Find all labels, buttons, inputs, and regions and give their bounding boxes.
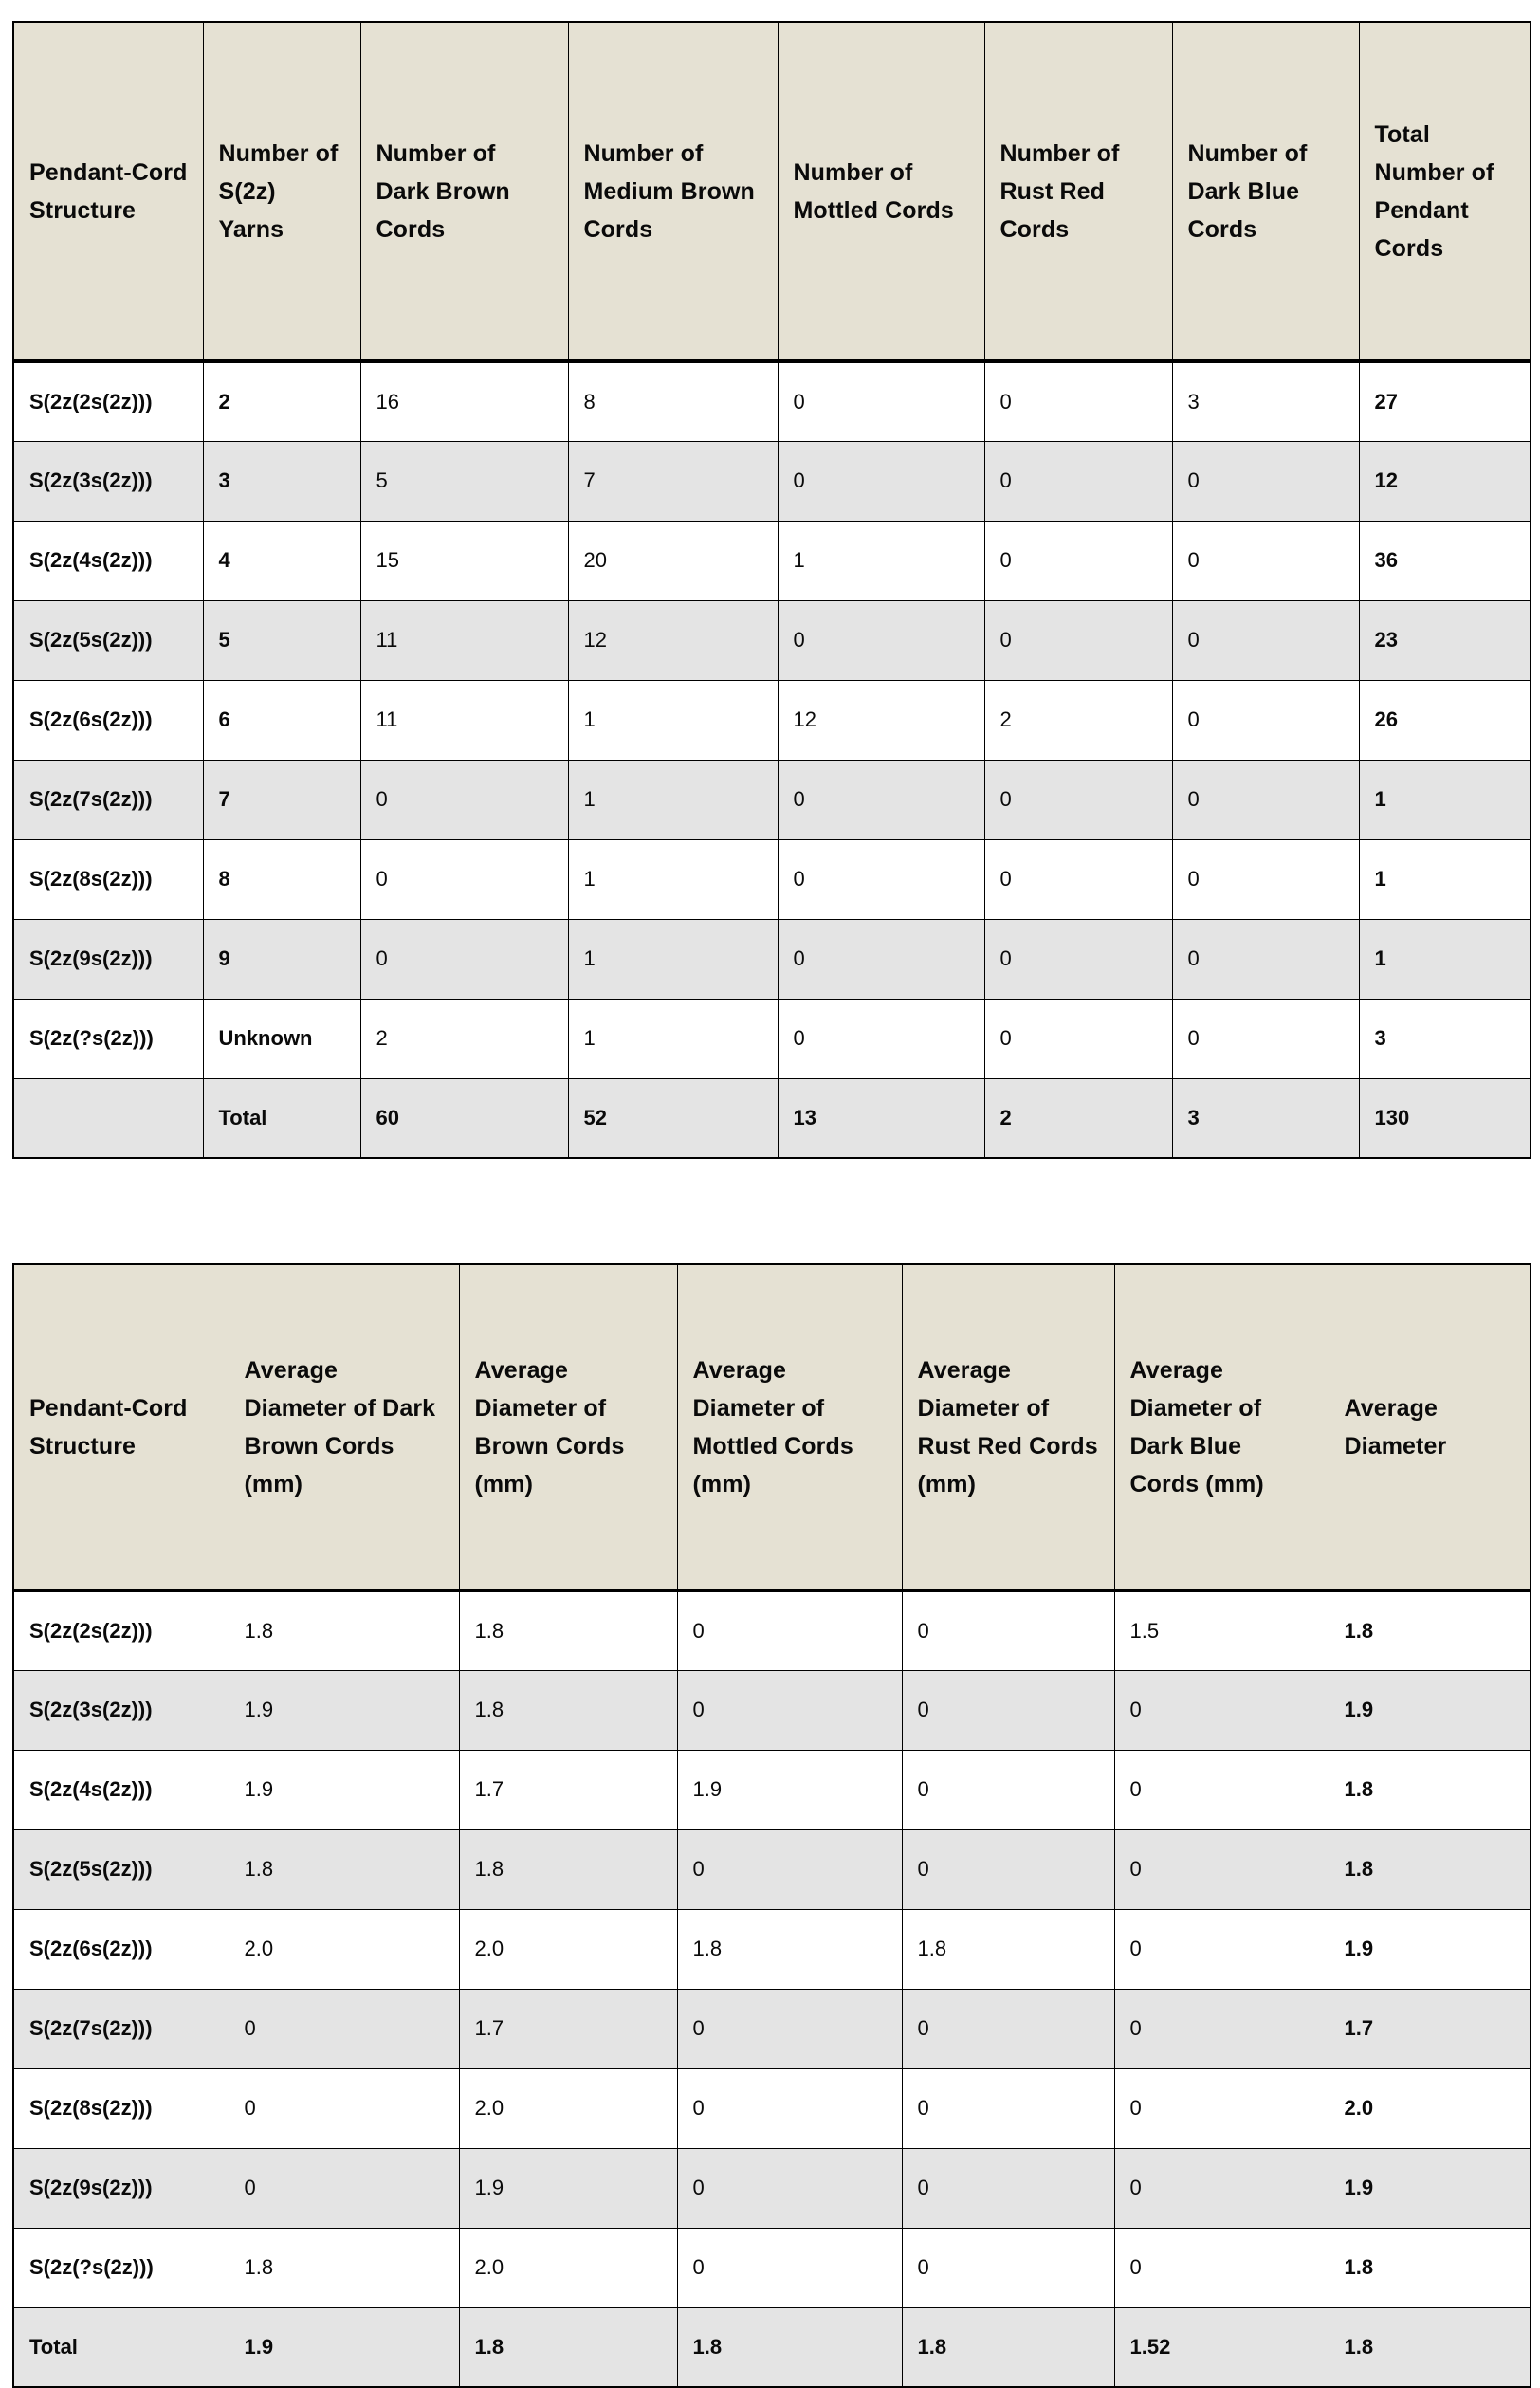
table-cell: S(2z(5s(2z))) [13, 600, 203, 680]
table-cell: 0 [984, 441, 1172, 521]
table-cell: 1.8 [459, 1829, 677, 1909]
table-cell: 0 [1114, 1670, 1329, 1750]
table-row [13, 600, 1531, 680]
table-row [13, 361, 1531, 441]
table-cell: 1.52 [1114, 2307, 1329, 2387]
table-cell: 11 [360, 680, 568, 760]
table-cell: 1.8 [1329, 2228, 1531, 2307]
table-cell: 0 [778, 999, 984, 1078]
table-cell: 0 [902, 1590, 1114, 1670]
header-row [13, 22, 1531, 361]
table-cell: 0 [677, 1590, 902, 1670]
column-header: Pendant-Cord Structure [13, 22, 203, 361]
table-cell: 0 [778, 441, 984, 521]
table-cell: 4 [203, 521, 360, 600]
column-header: Total Number of Pendant Cords [1359, 22, 1531, 361]
table-cell: 0 [677, 1829, 902, 1909]
table-cell: S(2z(7s(2z))) [13, 760, 203, 839]
table-cell: 0 [677, 2228, 902, 2307]
table-cell: 1.8 [229, 1829, 459, 1909]
table-cell: 1.5 [1114, 1590, 1329, 1670]
pendant-cord-count-table [12, 21, 1531, 1159]
table-cell: 1.8 [677, 2307, 902, 2387]
table-cell: 3 [1359, 999, 1531, 1078]
table-row [13, 1909, 1531, 1989]
table-cell: 1.9 [229, 1750, 459, 1829]
table-cell: 0 [778, 919, 984, 999]
table-cell: 2.0 [459, 2068, 677, 2148]
table-cell: 0 [360, 839, 568, 919]
table-cell: 27 [1359, 361, 1531, 441]
table-cell: 0 [1172, 839, 1359, 919]
table-row [13, 1989, 1531, 2068]
table-cell: 0 [778, 361, 984, 441]
column-header: Number of Dark Brown Cords [360, 22, 568, 361]
table-cell: S(2z(8s(2z))) [13, 839, 203, 919]
table-row [13, 1829, 1531, 1909]
table-row [13, 2228, 1531, 2307]
table-cell: 0 [677, 2148, 902, 2228]
header-row [13, 1264, 1531, 1590]
table-cell: 1 [568, 999, 778, 1078]
table-cell: 2.0 [459, 2228, 677, 2307]
table-cell: 16 [360, 361, 568, 441]
table-cell: Total [203, 1078, 360, 1158]
table-row [13, 1750, 1531, 1829]
table-cell: 0 [778, 600, 984, 680]
table-cell: 7 [568, 441, 778, 521]
table-cell: 0 [778, 760, 984, 839]
table-cell: S(2z(3s(2z))) [13, 441, 203, 521]
table-cell: S(2z(2s(2z))) [13, 361, 203, 441]
table-cell: 0 [1114, 1750, 1329, 1829]
table-cell: 11 [360, 600, 568, 680]
column-header: Average Diameter of Dark Brown Cords (mm) [229, 1264, 459, 1590]
table-cell: 1.9 [1329, 2148, 1531, 2228]
table-cell: 0 [902, 1670, 1114, 1750]
table-cell: 2 [360, 999, 568, 1078]
table-cell: 8 [568, 361, 778, 441]
table-cell: 1 [568, 919, 778, 999]
table-cell: Total [13, 2307, 229, 2387]
table-cell: 0 [1114, 2228, 1329, 2307]
table-row [13, 441, 1531, 521]
table-cell: 0 [1114, 1989, 1329, 2068]
table-cell: 2.0 [459, 1909, 677, 1989]
table-cell: 0 [1172, 600, 1359, 680]
table-cell: 0 [984, 521, 1172, 600]
table-cell: 52 [568, 1078, 778, 1158]
table-cell: 1.8 [902, 2307, 1114, 2387]
table-cell: 1.9 [229, 1670, 459, 1750]
table-cell: 7 [203, 760, 360, 839]
table-row [13, 2068, 1531, 2148]
table-cell: 0 [984, 919, 1172, 999]
table-row [13, 919, 1531, 999]
table-cell: 1 [1359, 839, 1531, 919]
table-cell: 60 [360, 1078, 568, 1158]
table-cell: 0 [229, 1989, 459, 2068]
table-cell: 1.8 [1329, 2307, 1531, 2387]
table-cell: 8 [203, 839, 360, 919]
table-cell: 1.7 [459, 1750, 677, 1829]
table-cell: S(2z(9s(2z))) [13, 2148, 229, 2228]
column-header: Average Diameter of Rust Red Cords (mm) [902, 1264, 1114, 1590]
table-cell: 0 [1114, 1829, 1329, 1909]
table-cell: 1 [568, 760, 778, 839]
table-row [13, 760, 1531, 839]
table-cell: 9 [203, 919, 360, 999]
table-cell: S(2z(4s(2z))) [13, 1750, 229, 1829]
table-row [13, 1670, 1531, 1750]
table-cell: 0 [1172, 999, 1359, 1078]
table-cell: 2 [203, 361, 360, 441]
table-cell: 0 [360, 760, 568, 839]
table-cell: 3 [1172, 1078, 1359, 1158]
table-cell: 0 [778, 839, 984, 919]
table-cell: S(2z(?s(2z))) [13, 999, 203, 1078]
table-cell: 0 [229, 2068, 459, 2148]
table-cell: 1 [1359, 760, 1531, 839]
table-cell: S(2z(9s(2z))) [13, 919, 203, 999]
table-cell: 12 [1359, 441, 1531, 521]
table-cell: 0 [984, 760, 1172, 839]
table-cell: Unknown [203, 999, 360, 1078]
table-cell: 1.8 [229, 1590, 459, 1670]
table-cell: 0 [902, 1750, 1114, 1829]
table-cell: 0 [360, 919, 568, 999]
table-cell: 1.9 [459, 2148, 677, 2228]
table-cell: 0 [1114, 1909, 1329, 1989]
table-cell: 36 [1359, 521, 1531, 600]
column-header: Pendant-Cord Structure [13, 1264, 229, 1590]
table-cell: 1.8 [902, 1909, 1114, 1989]
column-header: Number of Medium Brown Cords [568, 22, 778, 361]
table-cell: 1.8 [459, 2307, 677, 2387]
column-header: Number of Dark Blue Cords [1172, 22, 1359, 361]
table-cell: 1.8 [677, 1909, 902, 1989]
table-cell: 1 [778, 521, 984, 600]
table-cell: 1.8 [229, 2228, 459, 2307]
table-cell: 3 [203, 441, 360, 521]
table-cell: 0 [229, 2148, 459, 2228]
table-cell: 0 [1172, 919, 1359, 999]
table-row [13, 839, 1531, 919]
table-cell: 0 [984, 361, 1172, 441]
table-cell: 0 [677, 1989, 902, 2068]
table-cell: 0 [902, 1829, 1114, 1909]
table-cell: 1.9 [677, 1750, 902, 1829]
table-cell: S(2z(7s(2z))) [13, 1989, 229, 2068]
table-cell: 1.9 [1329, 1670, 1531, 1750]
table-cell: 2.0 [229, 1909, 459, 1989]
table-cell: 1 [1359, 919, 1531, 999]
table-row [13, 521, 1531, 600]
table-cell: 23 [1359, 600, 1531, 680]
table-cell: 0 [902, 2068, 1114, 2148]
table-cell: 0 [984, 999, 1172, 1078]
table-cell: 0 [1172, 680, 1359, 760]
table-cell: 0 [984, 839, 1172, 919]
average-diameter-table [12, 1263, 1531, 2388]
table-cell: 1 [568, 680, 778, 760]
table-cell: 3 [1172, 361, 1359, 441]
table-cell: 0 [1114, 2068, 1329, 2148]
table-cell: 0 [677, 1670, 902, 1750]
table-row [13, 1590, 1531, 1670]
table-cell: 2.0 [1329, 2068, 1531, 2148]
table-gap [12, 1159, 1530, 1263]
table-cell: S(2z(3s(2z))) [13, 1670, 229, 1750]
column-header: Average Diameter of Dark Blue Cords (mm) [1114, 1264, 1329, 1590]
table-cell: S(2z(?s(2z))) [13, 2228, 229, 2307]
table-cell: 1.8 [1329, 1829, 1531, 1909]
column-header: Number of Rust Red Cords [984, 22, 1172, 361]
column-header: Average Diameter [1329, 1264, 1531, 1590]
table-cell: 0 [984, 600, 1172, 680]
table-cell: 0 [1172, 441, 1359, 521]
table-cell: 1.9 [1329, 1909, 1531, 1989]
table-cell: 26 [1359, 680, 1531, 760]
table-cell: 20 [568, 521, 778, 600]
table-row [13, 999, 1531, 1078]
column-header: Number of S(2z) Yarns [203, 22, 360, 361]
table-cell: 13 [778, 1078, 984, 1158]
table-row [13, 1078, 1531, 1158]
table-cell: 2 [984, 680, 1172, 760]
table-cell: 5 [360, 441, 568, 521]
table-cell: 0 [1172, 760, 1359, 839]
table-cell: 1 [568, 839, 778, 919]
table-cell: 130 [1359, 1078, 1531, 1158]
table-cell: 5 [203, 600, 360, 680]
table-cell: 1.7 [459, 1989, 677, 2068]
table-cell: 6 [203, 680, 360, 760]
table-cell: 1.8 [1329, 1590, 1531, 1670]
table-cell: 2 [984, 1078, 1172, 1158]
table-row [13, 2307, 1531, 2387]
table-cell: S(2z(4s(2z))) [13, 521, 203, 600]
table-cell: 0 [1172, 521, 1359, 600]
table-cell: S(2z(6s(2z))) [13, 680, 203, 760]
column-header: Average Diameter of Mottled Cords (mm) [677, 1264, 902, 1590]
column-header: Number of Mottled Cords [778, 22, 984, 361]
table-cell: 0 [902, 2148, 1114, 2228]
table-cell: S(2z(5s(2z))) [13, 1829, 229, 1909]
table-cell: S(2z(8s(2z))) [13, 2068, 229, 2148]
table-row [13, 2148, 1531, 2228]
table-row [13, 680, 1531, 760]
table-cell: 15 [360, 521, 568, 600]
table-cell: 0 [1114, 2148, 1329, 2228]
table-cell: 1.9 [229, 2307, 459, 2387]
table-cell: 0 [902, 2228, 1114, 2307]
table-cell: S(2z(2s(2z))) [13, 1590, 229, 1670]
column-header: Average Diameter of Brown Cords (mm) [459, 1264, 677, 1590]
table-cell: 1.8 [1329, 1750, 1531, 1829]
table-cell: 1.8 [459, 1670, 677, 1750]
table-cell: 0 [677, 2068, 902, 2148]
table-cell: 1.7 [1329, 1989, 1531, 2068]
table-cell: 12 [778, 680, 984, 760]
table-cell [13, 1078, 203, 1158]
table-cell: 1.8 [459, 1590, 677, 1670]
table-cell: S(2z(6s(2z))) [13, 1909, 229, 1989]
table-cell: 0 [902, 1989, 1114, 2068]
table-cell: 12 [568, 600, 778, 680]
